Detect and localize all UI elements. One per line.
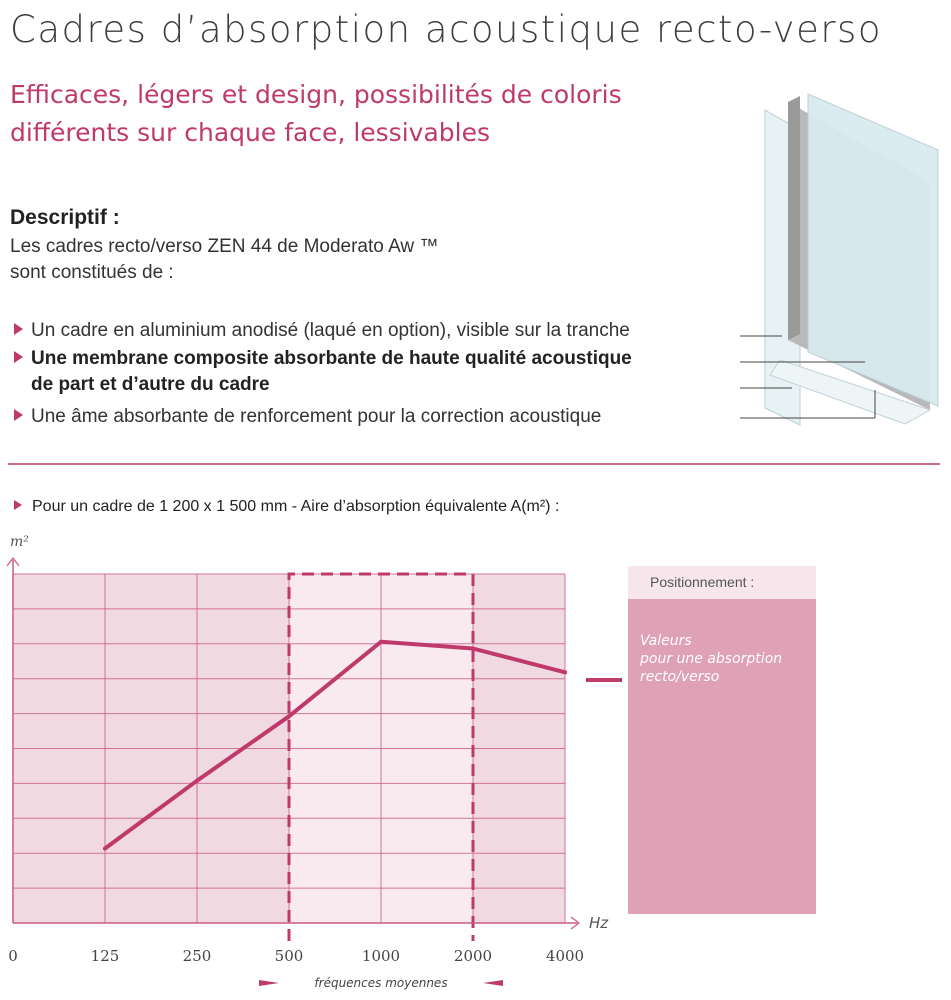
bullet-core	[14, 404, 601, 430]
legend-header: Positionnement :	[628, 566, 816, 599]
chart-x-tick-label: 500	[274, 947, 304, 965]
bullet-triangle-icon	[14, 409, 23, 421]
chart-x-tick-label: 2000	[453, 947, 493, 965]
chart-x-tick-label: 125	[90, 947, 120, 965]
subtitle	[10, 76, 690, 152]
bullet-frame	[14, 318, 630, 344]
page-title: Cadres d’absorption acoustique recto-verso	[10, 8, 882, 51]
bullet-text-continuation: de part et d’autre du cadre	[31, 374, 270, 395]
chart-x-tick-label: 250	[182, 947, 212, 965]
subtitle-line-2: différents sur chaque face, lessivables	[10, 118, 490, 147]
chart-data-point	[287, 714, 291, 718]
bullet-triangle-icon	[14, 323, 23, 335]
chart-band-arrow-left-icon	[259, 980, 279, 986]
bullet-triangle-icon	[14, 351, 23, 363]
descriptif-text	[10, 234, 570, 286]
bullet-text: Une âme absorbante de renforcement pour la correction acoustique	[31, 406, 602, 427]
absorption-chart	[0, 520, 630, 1000]
section-divider	[8, 463, 940, 465]
caption-triangle-icon	[14, 500, 22, 510]
panel-frame-edge	[788, 96, 800, 340]
descriptif-line-2: sont constitués de :	[10, 262, 174, 283]
descriptif-heading: Descriptif :	[10, 206, 120, 229]
panel-back-sheet	[808, 94, 938, 406]
bullet-text: Une membrane composite absorbante de haute qualité acoustique	[31, 348, 632, 369]
bullet-text: Un cadre en aluminium anodisé (laqué en option), visible sur la tranche	[31, 320, 630, 341]
chart-x-tick-label: 1000	[361, 947, 401, 965]
chart-band-arrow-right-icon	[483, 980, 503, 986]
chart-y-label: m²	[10, 534, 29, 550]
bullet-membrane	[14, 346, 632, 398]
chart-data-point	[563, 670, 567, 674]
subtitle-line-1: Efficaces, légers et design, possibilités de coloris	[10, 80, 622, 109]
chart-caption-text: Pour un cadre de 1 200 x 1 500 mm - Aire d’absorption équivalente A(m²) :	[32, 498, 560, 515]
chart-x-tick-label: 4000	[545, 947, 585, 965]
descriptif-line-1: Les cadres recto/verso ZEN 44 de Moderato Aw ™	[10, 236, 439, 257]
chart-data-point	[471, 647, 475, 651]
chart-data-point	[103, 846, 107, 850]
legend-text	[640, 632, 816, 686]
chart-caption	[14, 498, 559, 516]
chart-x-label: Hz	[589, 914, 609, 932]
legend-box	[628, 566, 816, 914]
legend-line-2: pour une absorption	[640, 651, 783, 667]
chart-data-point	[195, 779, 199, 783]
chart-x-tick-origin: 0	[8, 947, 18, 965]
legend-line-3: recto/verso	[640, 669, 720, 685]
legend-line-1: Valeurs	[640, 633, 692, 649]
panel-illustration	[740, 90, 945, 430]
legend-line-sample	[586, 678, 622, 682]
chart-data-point	[379, 640, 383, 644]
chart-band-label: fréquences moyennes	[314, 976, 448, 990]
